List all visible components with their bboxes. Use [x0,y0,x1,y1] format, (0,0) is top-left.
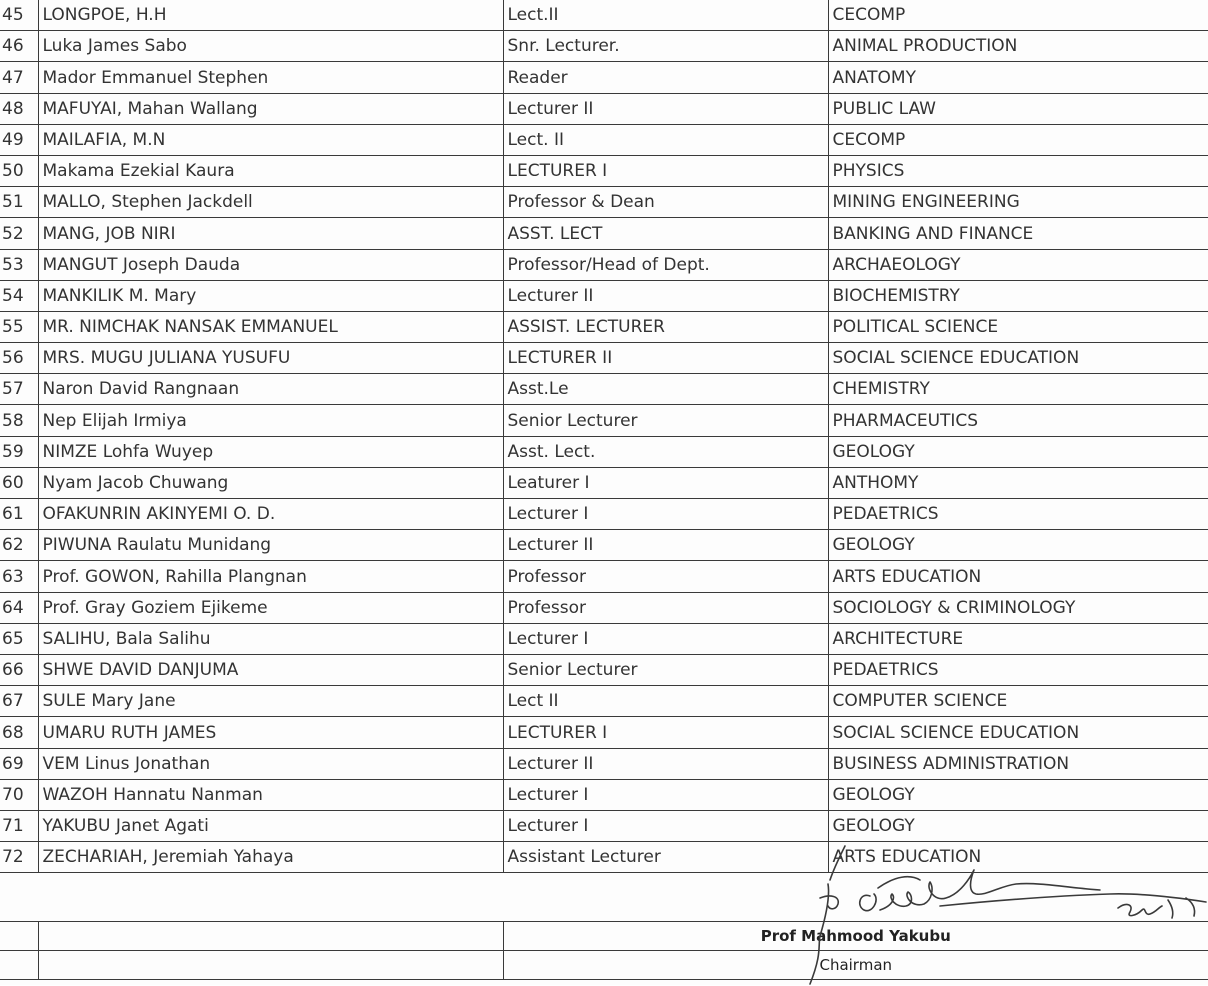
chairman-name: Prof Mahmood Yakubu [503,922,1208,951]
empty-cell [0,922,38,951]
signatory-title-row [0,951,1208,980]
staff-rank: Lect. II [503,124,828,155]
staff-department: SOCIAL SCIENCE EDUCATION [828,717,1208,748]
table-row [0,124,1208,155]
staff-name: SALIHU, Bala Salihu [38,623,503,654]
staff-department: SOCIAL SCIENCE EDUCATION [828,343,1208,374]
table-row [0,343,1208,374]
staff-rank: Lect II [503,686,828,717]
serial-number: 47 [0,62,38,93]
staff-name: Prof. GOWON, Rahilla Plangnan [38,561,503,592]
staff-name: Nep Elijah Irmiya [38,405,503,436]
staff-name: PIWUNA Raulatu Munidang [38,530,503,561]
table-row [0,31,1208,62]
staff-rank: Professor [503,592,828,623]
table-row [0,467,1208,498]
staff-rank: LECTURER I [503,155,828,186]
staff-name: YAKUBU Janet Agati [38,810,503,841]
signature-stroke [1186,898,1195,916]
serial-number: 51 [0,187,38,218]
serial-number: 48 [0,93,38,124]
table-row [0,218,1208,249]
staff-department: CECOMP [828,124,1208,155]
table-row [0,280,1208,311]
table-row [0,686,1208,717]
serial-number: 50 [0,155,38,186]
table-row [0,717,1208,748]
chairman-title: Chairman [503,951,1208,980]
staff-name: Luka James Sabo [38,31,503,62]
staff-name: SHWE DAVID DANJUMA [38,654,503,685]
staff-rank: Professor & Dean [503,187,828,218]
serial-number: 52 [0,218,38,249]
staff-rank: Senior Lecturer [503,405,828,436]
signature-stroke [1118,905,1162,916]
staff-rank: Reader [503,62,828,93]
serial-number: 56 [0,343,38,374]
staff-rank: Snr. Lecturer. [503,31,828,62]
staff-department: GEOLOGY [828,779,1208,810]
table-row [0,842,1208,873]
staff-rank: ASST. LECT [503,218,828,249]
table-row [0,810,1208,841]
staff-department: BIOCHEMISTRY [828,280,1208,311]
staff-name: MAFUYAI, Mahan Wallang [38,93,503,124]
serial-number: 64 [0,592,38,623]
staff-rank: Assistant Lecturer [503,842,828,873]
staff-department: PUBLIC LAW [828,93,1208,124]
table-row [0,249,1208,280]
table-row [0,779,1208,810]
staff-name: NIMZE Lohfa Wuyep [38,436,503,467]
staff-department: PEDAETRICS [828,654,1208,685]
staff-department: CHEMISTRY [828,374,1208,405]
table-row [0,0,1208,31]
empty-cell [38,951,503,980]
staff-name: OFAKUNRIN AKINYEMI O. D. [38,499,503,530]
serial-number: 69 [0,748,38,779]
staff-rank: Lecturer II [503,748,828,779]
staff-rank: Asst.Le [503,374,828,405]
signature-stroke [860,894,876,911]
serial-number: 45 [0,0,38,31]
signature-stroke [1168,900,1173,918]
staff-rank: Professor [503,561,828,592]
staff-department: GEOLOGY [828,810,1208,841]
staff-name: MR. NIMCHAK NANSAK EMMANUEL [38,311,503,342]
serial-number: 58 [0,405,38,436]
table-row [0,374,1208,405]
staff-department: PEDAETRICS [828,499,1208,530]
staff-department: ANATOMY [828,62,1208,93]
staff-rank: Senior Lecturer [503,654,828,685]
serial-number: 53 [0,249,38,280]
staff-name: SULE Mary Jane [38,686,503,717]
serial-number: 57 [0,374,38,405]
serial-number: 63 [0,561,38,592]
table-row [0,93,1208,124]
staff-name: MANG, JOB NIRI [38,218,503,249]
serial-number: 60 [0,467,38,498]
signatory-table [0,921,1208,980]
staff-department: COMPUTER SCIENCE [828,686,1208,717]
staff-name: MAILAFIA, M.N [38,124,503,155]
staff-department: ANTHOMY [828,467,1208,498]
staff-name: WAZOH Hannatu Nanman [38,779,503,810]
staff-department: POLITICAL SCIENCE [828,311,1208,342]
serial-number: 49 [0,124,38,155]
staff-department: PHYSICS [828,155,1208,186]
table-row [0,436,1208,467]
table-row [0,155,1208,186]
serial-number: 62 [0,530,38,561]
serial-number: 72 [0,842,38,873]
serial-number: 66 [0,654,38,685]
table-row [0,62,1208,93]
signature-stroke [878,877,920,888]
staff-rank: LECTURER II [503,343,828,374]
signatory-name-row [0,922,1208,951]
staff-department: GEOLOGY [828,530,1208,561]
staff-department: BANKING AND FINANCE [828,218,1208,249]
staff-rank: Lect.II [503,0,828,31]
staff-rank: LECTURER I [503,717,828,748]
staff-rank: Lecturer I [503,499,828,530]
staff-department: SOCIOLOGY & CRIMINOLOGY [828,592,1208,623]
serial-number: 54 [0,280,38,311]
table-row [0,623,1208,654]
staff-department: PHARMACEUTICS [828,405,1208,436]
table-row [0,187,1208,218]
staff-name: LONGPOE, H.H [38,0,503,31]
staff-rank: Lecturer I [503,810,828,841]
staff-department: ARCHAEOLOGY [828,249,1208,280]
staff-rank: Lecturer I [503,623,828,654]
staff-name: VEM Linus Jonathan [38,748,503,779]
staff-name: UMARU RUTH JAMES [38,717,503,748]
signature-stroke [880,870,1100,910]
serial-number: 71 [0,810,38,841]
empty-cell [0,951,38,980]
staff-name: Nyam Jacob Chuwang [38,467,503,498]
staff-rank: Lecturer II [503,93,828,124]
serial-number: 65 [0,623,38,654]
table-row [0,654,1208,685]
staff-name: MRS. MUGU JULIANA YUSUFU [38,343,503,374]
table-row [0,499,1208,530]
staff-rank: Asst. Lect. [503,436,828,467]
staff-rank: Leaturer I [503,467,828,498]
staff-name: MANKILIK M. Mary [38,280,503,311]
serial-number: 67 [0,686,38,717]
serial-number: 46 [0,31,38,62]
staff-department: MINING ENGINEERING [828,187,1208,218]
staff-rank: ASSIST. LECTURER [503,311,828,342]
signature-stroke [820,896,838,909]
staff-name: Naron David Rangnaan [38,374,503,405]
table-row [0,561,1208,592]
staff-department: ARTS EDUCATION [828,561,1208,592]
staff-name: Makama Ezekial Kaura [38,155,503,186]
table-row [0,748,1208,779]
serial-number: 70 [0,779,38,810]
staff-name: MALLO, Stephen Jackdell [38,187,503,218]
table-row [0,592,1208,623]
table-row [0,405,1208,436]
signature-stroke [940,894,1206,906]
staff-name: Mador Emmanuel Stephen [38,62,503,93]
staff-department: ANIMAL PRODUCTION [828,31,1208,62]
serial-number: 55 [0,311,38,342]
staff-rank: Professor/Head of Dept. [503,249,828,280]
staff-department: CECOMP [828,0,1208,31]
staff-department: BUSINESS ADMINISTRATION [828,748,1208,779]
staff-department: ARCHITECTURE [828,623,1208,654]
staff-name: Prof. Gray Goziem Ejikeme [38,592,503,623]
table-row [0,311,1208,342]
staff-name: ZECHARIAH, Jeremiah Yahaya [38,842,503,873]
serial-number: 68 [0,717,38,748]
serial-number: 61 [0,499,38,530]
staff-rank: Lecturer I [503,779,828,810]
staff-department: GEOLOGY [828,436,1208,467]
staff-rank: Lecturer II [503,530,828,561]
staff-rank: Lecturer II [503,280,828,311]
serial-number: 59 [0,436,38,467]
staff-name: MANGUT Joseph Dauda [38,249,503,280]
empty-cell [38,922,503,951]
staff-department: ARTS EDUCATION [828,842,1208,873]
table-row [0,530,1208,561]
